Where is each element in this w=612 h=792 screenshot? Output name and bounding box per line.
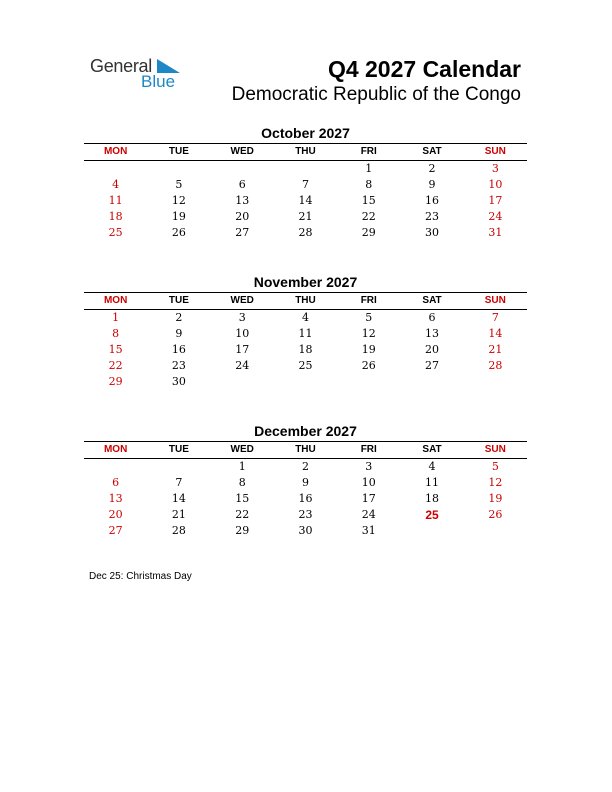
day-cell: 19 bbox=[488, 492, 503, 505]
day-cell: 4 bbox=[428, 460, 436, 473]
weekday-header: THU bbox=[295, 295, 316, 306]
week-row bbox=[84, 193, 527, 209]
week-row bbox=[84, 358, 527, 374]
day-cell: 17 bbox=[488, 194, 503, 207]
week-row bbox=[84, 459, 527, 475]
day-cell: 2 bbox=[428, 162, 436, 175]
generalblue-logo bbox=[90, 56, 190, 96]
weekday-header: SUN bbox=[484, 295, 506, 306]
day-cell: 4 bbox=[112, 178, 120, 191]
weekday-header: MON bbox=[103, 146, 128, 157]
month-october bbox=[84, 124, 527, 241]
day-cell: 17 bbox=[361, 492, 376, 505]
day-cell: 6 bbox=[238, 178, 246, 191]
day-cell: 21 bbox=[488, 343, 503, 356]
day-cell: 13 bbox=[425, 327, 440, 340]
day-cell: 17 bbox=[235, 343, 250, 356]
day-cell bbox=[274, 161, 337, 177]
weekday-header: TUE bbox=[168, 295, 189, 306]
day-cell: 29 bbox=[235, 524, 250, 537]
weekday-header-row bbox=[84, 441, 527, 459]
day-cell bbox=[211, 161, 274, 177]
day-cell: 13 bbox=[108, 492, 123, 505]
day-cell: 18 bbox=[425, 492, 440, 505]
week-row bbox=[84, 374, 527, 390]
logo-flag-icon bbox=[157, 59, 180, 73]
week-row bbox=[84, 507, 527, 523]
day-cell: 5 bbox=[365, 311, 373, 324]
day-cell: 28 bbox=[171, 524, 186, 537]
day-cell bbox=[147, 459, 210, 475]
weekday-header-row bbox=[84, 292, 527, 310]
day-cell: 20 bbox=[235, 210, 250, 223]
day-cell: 11 bbox=[108, 194, 123, 207]
day-cell: 20 bbox=[108, 508, 123, 521]
month-title: November 2027 bbox=[253, 274, 358, 290]
day-cell: 4 bbox=[301, 311, 309, 324]
day-cell: 26 bbox=[488, 508, 503, 521]
day-cell: 3 bbox=[238, 311, 246, 324]
day-cell: 20 bbox=[425, 343, 440, 356]
day-cell: 26 bbox=[171, 226, 186, 239]
day-cell: 27 bbox=[235, 226, 250, 239]
day-cell: 7 bbox=[175, 476, 183, 489]
week-row bbox=[84, 523, 527, 539]
week-row bbox=[84, 161, 527, 177]
day-cell: 18 bbox=[298, 343, 313, 356]
day-cell: 9 bbox=[175, 327, 183, 340]
logo-text-general: General bbox=[90, 56, 152, 76]
holiday-footnote: Dec 25: Christmas Day bbox=[89, 571, 192, 582]
day-cell: 3 bbox=[491, 162, 499, 175]
day-cell: 7 bbox=[301, 178, 309, 191]
week-row bbox=[84, 177, 527, 193]
day-cell: 24 bbox=[235, 359, 250, 372]
weekday-header: SUN bbox=[484, 444, 506, 455]
day-cell: 13 bbox=[235, 194, 250, 207]
day-cell: 30 bbox=[298, 524, 313, 537]
day-cell: 16 bbox=[171, 343, 186, 356]
week-row bbox=[84, 310, 527, 326]
day-cell: 22 bbox=[235, 508, 250, 521]
month-december bbox=[84, 422, 527, 539]
weekday-header: THU bbox=[295, 444, 316, 455]
weekday-header: SAT bbox=[422, 295, 442, 306]
month-title: October 2027 bbox=[261, 125, 350, 141]
day-cell: 1 bbox=[112, 311, 120, 324]
weekday-header: SUN bbox=[484, 146, 506, 157]
day-cell: 16 bbox=[425, 194, 440, 207]
day-cell: 21 bbox=[298, 210, 313, 223]
day-cell: 12 bbox=[361, 327, 376, 340]
day-cell bbox=[400, 374, 463, 390]
day-cell: 2 bbox=[175, 311, 183, 324]
day-cell: 8 bbox=[365, 178, 373, 191]
day-cell: 6 bbox=[428, 311, 436, 324]
day-cell: 16 bbox=[298, 492, 313, 505]
day-cell: 28 bbox=[488, 359, 503, 372]
day-cell: 8 bbox=[112, 327, 120, 340]
week-row bbox=[84, 225, 527, 241]
day-cell: 19 bbox=[171, 210, 186, 223]
day-cell bbox=[337, 374, 400, 390]
day-cell bbox=[464, 374, 527, 390]
day-cell: 3 bbox=[365, 460, 373, 473]
day-cell: 30 bbox=[425, 226, 440, 239]
weekday-header: WED bbox=[230, 146, 254, 157]
day-cell: 23 bbox=[425, 210, 440, 223]
day-cell: 19 bbox=[361, 343, 376, 356]
day-cell bbox=[464, 523, 527, 539]
day-cell: 10 bbox=[488, 178, 503, 191]
weekday-header: TUE bbox=[168, 444, 189, 455]
day-cell: 30 bbox=[171, 375, 186, 388]
day-cell: 24 bbox=[361, 508, 376, 521]
day-cell: 9 bbox=[428, 178, 436, 191]
logo-text-blue: Blue bbox=[141, 72, 176, 91]
day-cell: 31 bbox=[488, 226, 503, 239]
day-cell bbox=[84, 459, 147, 475]
day-cell: 8 bbox=[238, 476, 246, 489]
day-cell: 9 bbox=[301, 476, 309, 489]
day-cell: 22 bbox=[361, 210, 376, 223]
day-cell: 14 bbox=[488, 327, 503, 340]
day-cell: 25 bbox=[108, 226, 123, 239]
day-cell: 5 bbox=[491, 460, 499, 473]
day-cell: 31 bbox=[361, 524, 376, 537]
day-cell bbox=[400, 523, 463, 539]
week-row bbox=[84, 209, 527, 225]
day-cell: 15 bbox=[108, 343, 123, 356]
weekday-header: MON bbox=[103, 295, 128, 306]
day-cell: 14 bbox=[171, 492, 186, 505]
day-cell: 26 bbox=[361, 359, 376, 372]
weekday-header: THU bbox=[295, 146, 316, 157]
weekday-header: FRI bbox=[360, 295, 377, 306]
day-cell: 15 bbox=[235, 492, 250, 505]
weekday-header-row bbox=[84, 143, 527, 161]
day-cell: 27 bbox=[425, 359, 440, 372]
day-cell: 12 bbox=[488, 476, 503, 489]
weekday-header: TUE bbox=[168, 146, 189, 157]
day-cell: 22 bbox=[108, 359, 123, 372]
day-cell: 23 bbox=[171, 359, 186, 372]
day-cell: 11 bbox=[298, 327, 313, 340]
day-cell: 14 bbox=[298, 194, 313, 207]
weekday-header: SAT bbox=[422, 444, 442, 455]
day-cell: 7 bbox=[491, 311, 499, 324]
day-cell: 12 bbox=[171, 194, 186, 207]
day-cell: 5 bbox=[175, 178, 183, 191]
weekday-header: WED bbox=[230, 295, 254, 306]
day-cell: 28 bbox=[298, 226, 313, 239]
day-cell: 24 bbox=[488, 210, 503, 223]
weekday-header: MON bbox=[103, 444, 128, 455]
day-cell: 29 bbox=[361, 226, 376, 239]
day-cell: 27 bbox=[108, 524, 123, 537]
week-row bbox=[84, 491, 527, 507]
day-cell bbox=[147, 161, 210, 177]
page-title: Q4 2027 Calendar bbox=[327, 56, 521, 82]
day-cell bbox=[274, 374, 337, 390]
day-cell: 29 bbox=[108, 375, 123, 388]
day-cell: 11 bbox=[425, 476, 440, 489]
weekday-header: FRI bbox=[360, 146, 377, 157]
weekday-header: WED bbox=[230, 444, 254, 455]
day-cell: 2 bbox=[301, 460, 309, 473]
day-cell: 1 bbox=[365, 162, 373, 175]
day-cell: 25 bbox=[298, 359, 313, 372]
day-cell: 1 bbox=[238, 460, 246, 473]
day-cell: 21 bbox=[171, 508, 186, 521]
week-row bbox=[84, 475, 527, 491]
holiday-day-cell: 25 bbox=[425, 508, 439, 522]
weekday-header: SAT bbox=[422, 146, 442, 157]
day-cell: 18 bbox=[108, 210, 123, 223]
week-row bbox=[84, 326, 527, 342]
weekday-header: FRI bbox=[360, 444, 377, 455]
day-cell: 15 bbox=[361, 194, 376, 207]
day-cell: 10 bbox=[361, 476, 376, 489]
day-cell bbox=[211, 374, 274, 390]
day-cell: 10 bbox=[235, 327, 250, 340]
day-cell bbox=[84, 161, 147, 177]
month-november bbox=[84, 273, 527, 390]
day-cell: 23 bbox=[298, 508, 313, 521]
month-title: December 2027 bbox=[254, 423, 357, 439]
page-subtitle: Democratic Republic of the Congo bbox=[231, 84, 521, 105]
week-row bbox=[84, 342, 527, 358]
day-cell: 6 bbox=[112, 476, 120, 489]
